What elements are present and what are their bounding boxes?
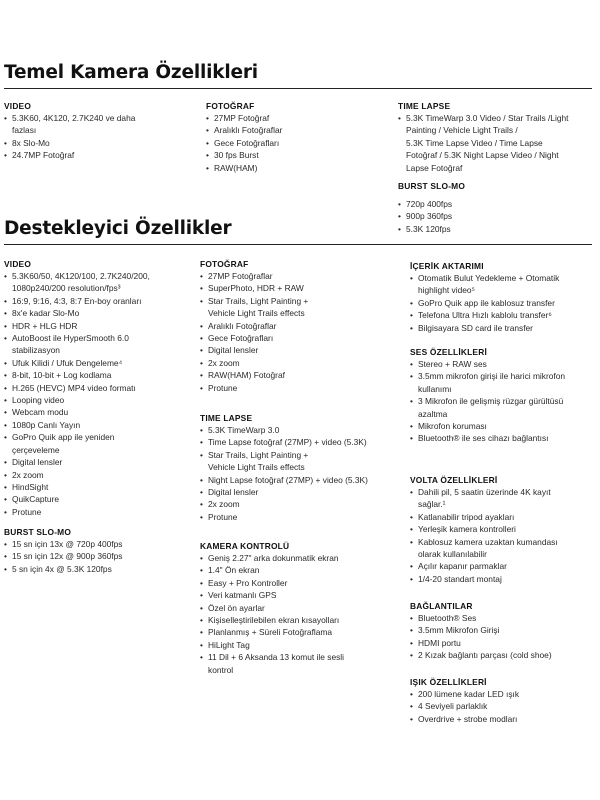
feature-item: • 1080p Canlı Yayın — [4, 419, 190, 431]
feature-item: • Gece Fotoğrafları — [200, 332, 386, 344]
section-heading: İÇERİK AKTARIMI — [410, 261, 484, 271]
feature-item: • Time Lapse fotoğraf (27MP) + video (5.3K) — [200, 436, 386, 448]
supporting-timelapse-section — [200, 412, 386, 523]
feature-item: • Geniş 2.27" arka dokunmatik ekran — [200, 552, 386, 564]
feature-item: • Stereo + RAW ses — [410, 358, 596, 370]
core-photo-section — [206, 100, 376, 174]
feature-item: • 5.3K60/50, 4K120/100, 2.7K240/200, 1080p240/200 resolution/fps³ — [4, 270, 190, 295]
feature-item: • Overdrive + strobe modları — [410, 713, 596, 725]
supporting-camera-control-section — [200, 540, 386, 676]
section-heading: TIME LAPSE — [398, 101, 451, 111]
section-heading: VIDEO — [4, 101, 32, 111]
feature-item: • Ufuk Kilidi / Ufuk Dengeleme⁴ — [4, 357, 190, 369]
feature-item: • H.265 (HEVC) MP4 video formatı — [4, 382, 190, 394]
feature-item: • Planlanmış + Süreli Fotoğraflama — [200, 626, 386, 638]
feature-item: • 3.5mm Mikrofon Girişi — [410, 624, 596, 636]
feature-item: • HDMI portu — [410, 637, 596, 649]
core-features-title: Temel Kamera Özellikleri — [4, 62, 258, 83]
feature-item: • Dahili pil, 5 saatin üzerinde 4K kayıt sağlar.¹ — [410, 486, 596, 511]
feature-item: • Bluetooth® ile ses cihazı bağlantısı — [410, 432, 596, 444]
feature-item: • AutoBoost ile HyperSmooth 6.0 stabilizasyon — [4, 332, 190, 357]
section-heading: FOTOĞRAF — [206, 101, 255, 111]
feature-list — [410, 358, 596, 445]
section-heading: SES ÖZELLİKLERİ — [410, 347, 487, 357]
feature-item: • RAW(HAM) — [206, 162, 376, 174]
feature-list — [200, 270, 386, 394]
feature-list — [200, 552, 386, 676]
feature-item: • 2 Kızak bağlantı parçası (cold shoe) — [410, 649, 596, 661]
feature-item: • 5.3K 120fps — [398, 223, 596, 235]
feature-list — [410, 486, 596, 585]
feature-item: • Digital lensler — [4, 456, 190, 468]
feature-item: • 5.3K TimeWarp 3.0 — [200, 424, 386, 436]
feature-item: • Açılır kapanır parmaklar — [410, 560, 596, 572]
feature-item: • 5 sn için 4x @ 5.3K 120fps — [4, 563, 190, 575]
feature-item: • Night Lapse fotoğraf (27MP) + video (5.3K) — [200, 474, 386, 486]
feature-list — [206, 112, 376, 174]
feature-item: • 5.3K TimeWarp 3.0 Video / Star Trails /Light Painting / Vehicle Light Trails / 5.3K Time Lapse Video / Time Lapse Fotoğraf / 5.3K Night Lapse Video / Night Lapse Fotoğraf — [398, 112, 596, 174]
supporting-video-section — [4, 258, 190, 518]
feature-list — [4, 270, 190, 518]
feature-list — [4, 538, 190, 575]
supporting-photo-section — [200, 258, 386, 394]
feature-item: • 1/4-20 standart montaj — [410, 573, 596, 585]
feature-item: • Kişiselleştirilebilen ekran kısayolları — [200, 614, 386, 626]
feature-list — [410, 688, 596, 725]
feature-item: • 200 lümene kadar LED ışık — [410, 688, 596, 700]
section-heading: KAMERA KONTROLÜ — [200, 541, 290, 551]
feature-item: • Digital lensler — [200, 486, 386, 498]
feature-item: • RAW(HAM) Fotoğraf — [200, 369, 386, 381]
feature-item: • Katlanabilir tripod ayakları — [410, 511, 596, 523]
supporting-burst-section — [4, 526, 190, 575]
feature-item: • Digital lensler — [200, 344, 386, 356]
feature-item: • Star Trails, Light Painting + Vehicle Light Trails effects — [200, 295, 386, 320]
section-heading: FOTOĞRAF — [200, 259, 249, 269]
feature-item: • 11 Dil + 6 Aksanda 13 komut ile sesli kontrol — [200, 651, 386, 676]
feature-item: • 27MP Fotoğraf — [206, 112, 376, 124]
feature-item: • Webcam modu — [4, 406, 190, 418]
feature-item: • 30 fps Burst — [206, 149, 376, 161]
feature-item: • 5.3K60, 4K120, 2.7K240 ve daha fazlası — [4, 112, 174, 137]
feature-item: • Protune — [200, 511, 386, 523]
feature-item: • Star Trails, Light Painting + Vehicle Light Trails effects — [200, 449, 386, 474]
feature-item: • SuperPhoto, HDR + RAW — [200, 282, 386, 294]
feature-item: • Aralıklı Fotoğraflar — [206, 124, 376, 136]
feature-item: • 2x zoom — [200, 498, 386, 510]
feature-item: • 2x zoom — [4, 469, 190, 481]
section-heading: IŞIK ÖZELLİKLERİ — [410, 677, 487, 687]
feature-item: • Easy + Pro Kontroller — [200, 577, 386, 589]
feature-item: • Mikrofon koruması — [410, 420, 596, 432]
feature-item: • Aralıklı Fotoğraflar — [200, 320, 386, 332]
section-heading: BAĞLANTILAR — [410, 601, 473, 611]
feature-item: • 2x zoom — [200, 357, 386, 369]
feature-item: • Protune — [200, 382, 386, 394]
title-divider — [4, 244, 592, 245]
feature-list — [398, 112, 596, 174]
feature-item: • GoPro Quik app ile kablosuz transfer — [410, 297, 596, 309]
feature-list — [200, 424, 386, 523]
core-burst-section — [398, 180, 596, 235]
feature-item: • Bilgisayara SD card ile transfer — [410, 322, 596, 334]
feature-item: • HiLight Tag — [200, 639, 386, 651]
supporting-audio-section — [410, 346, 596, 445]
feature-item: • Kablosuz kamera uzaktan kumandası olarak kullanılabilir — [410, 536, 596, 561]
feature-item: • Özel ön ayarlar — [200, 602, 386, 614]
supporting-features-title: Destekleyici Özellikler — [4, 218, 232, 239]
feature-item: • HindSight — [4, 481, 190, 493]
supporting-light-section — [410, 676, 596, 725]
feature-item: • Gece Fotoğrafları — [206, 137, 376, 149]
feature-item: • 1.4" Ön ekran — [200, 564, 386, 576]
feature-item: • HDR + HLG HDR — [4, 320, 190, 332]
feature-item: • 8-bit, 10-bit + Log kodlama — [4, 369, 190, 381]
feature-item: • 8x Slo-Mo — [4, 137, 174, 149]
supporting-connectivity-section — [410, 600, 596, 662]
feature-item: • QuikCapture — [4, 493, 190, 505]
feature-item: • Otomatik Bulut Yedekleme + Otomatik highlight video⁵ — [410, 272, 596, 297]
section-heading: BURST SLO-MO — [4, 527, 72, 537]
feature-item: • 15 sn için 12x @ 900p 360fps — [4, 550, 190, 562]
feature-item: • 8x'e kadar Slo-Mo — [4, 307, 190, 319]
feature-item: • Bluetooth® Ses — [410, 612, 596, 624]
feature-item: • Yerleşik kamera kontrolleri — [410, 523, 596, 535]
feature-item: • 24.7MP Fotoğraf — [4, 149, 174, 161]
feature-item: • 15 sn için 13x @ 720p 400fps — [4, 538, 190, 550]
feature-item: • 900p 360fps — [398, 210, 596, 222]
section-heading: TIME LAPSE — [200, 413, 253, 423]
feature-item: • Looping video — [4, 394, 190, 406]
feature-list — [410, 612, 596, 662]
section-heading: VOLTA ÖZELLİKLERİ — [410, 475, 498, 485]
feature-list — [4, 112, 174, 162]
feature-item: • Veri katmanlı GPS — [200, 589, 386, 601]
feature-item: • 4 Seviyeli parlaklık — [410, 700, 596, 712]
feature-item: • Protune — [4, 506, 190, 518]
supporting-volta-section — [410, 474, 596, 585]
feature-list — [398, 198, 596, 235]
section-heading: BURST SLO-MO — [398, 181, 466, 191]
core-timelapse-section — [398, 100, 596, 174]
feature-item: • 720p 400fps — [398, 198, 596, 210]
feature-item: • GoPro Quik app ile yeniden çerçeveleme — [4, 431, 190, 456]
supporting-content-transfer-section — [410, 260, 596, 334]
feature-item: • 16:9, 9:16, 4:3, 8:7 En-boy oranları — [4, 295, 190, 307]
feature-item: • 27MP Fotoğraflar — [200, 270, 386, 282]
feature-item: • 3.5mm mikrofon girişi ile harici mikrofon kullanımı — [410, 370, 596, 395]
feature-item: • 3 Mikrofon ile gelişmiş rüzgar gürültüsü azaltma — [410, 395, 596, 420]
core-video-section — [4, 100, 174, 162]
section-heading: VIDEO — [4, 259, 32, 269]
title-divider — [4, 88, 592, 89]
feature-item: • Telefona Ultra Hızlı kablolu transfer⁶ — [410, 309, 596, 321]
feature-list — [410, 272, 596, 334]
